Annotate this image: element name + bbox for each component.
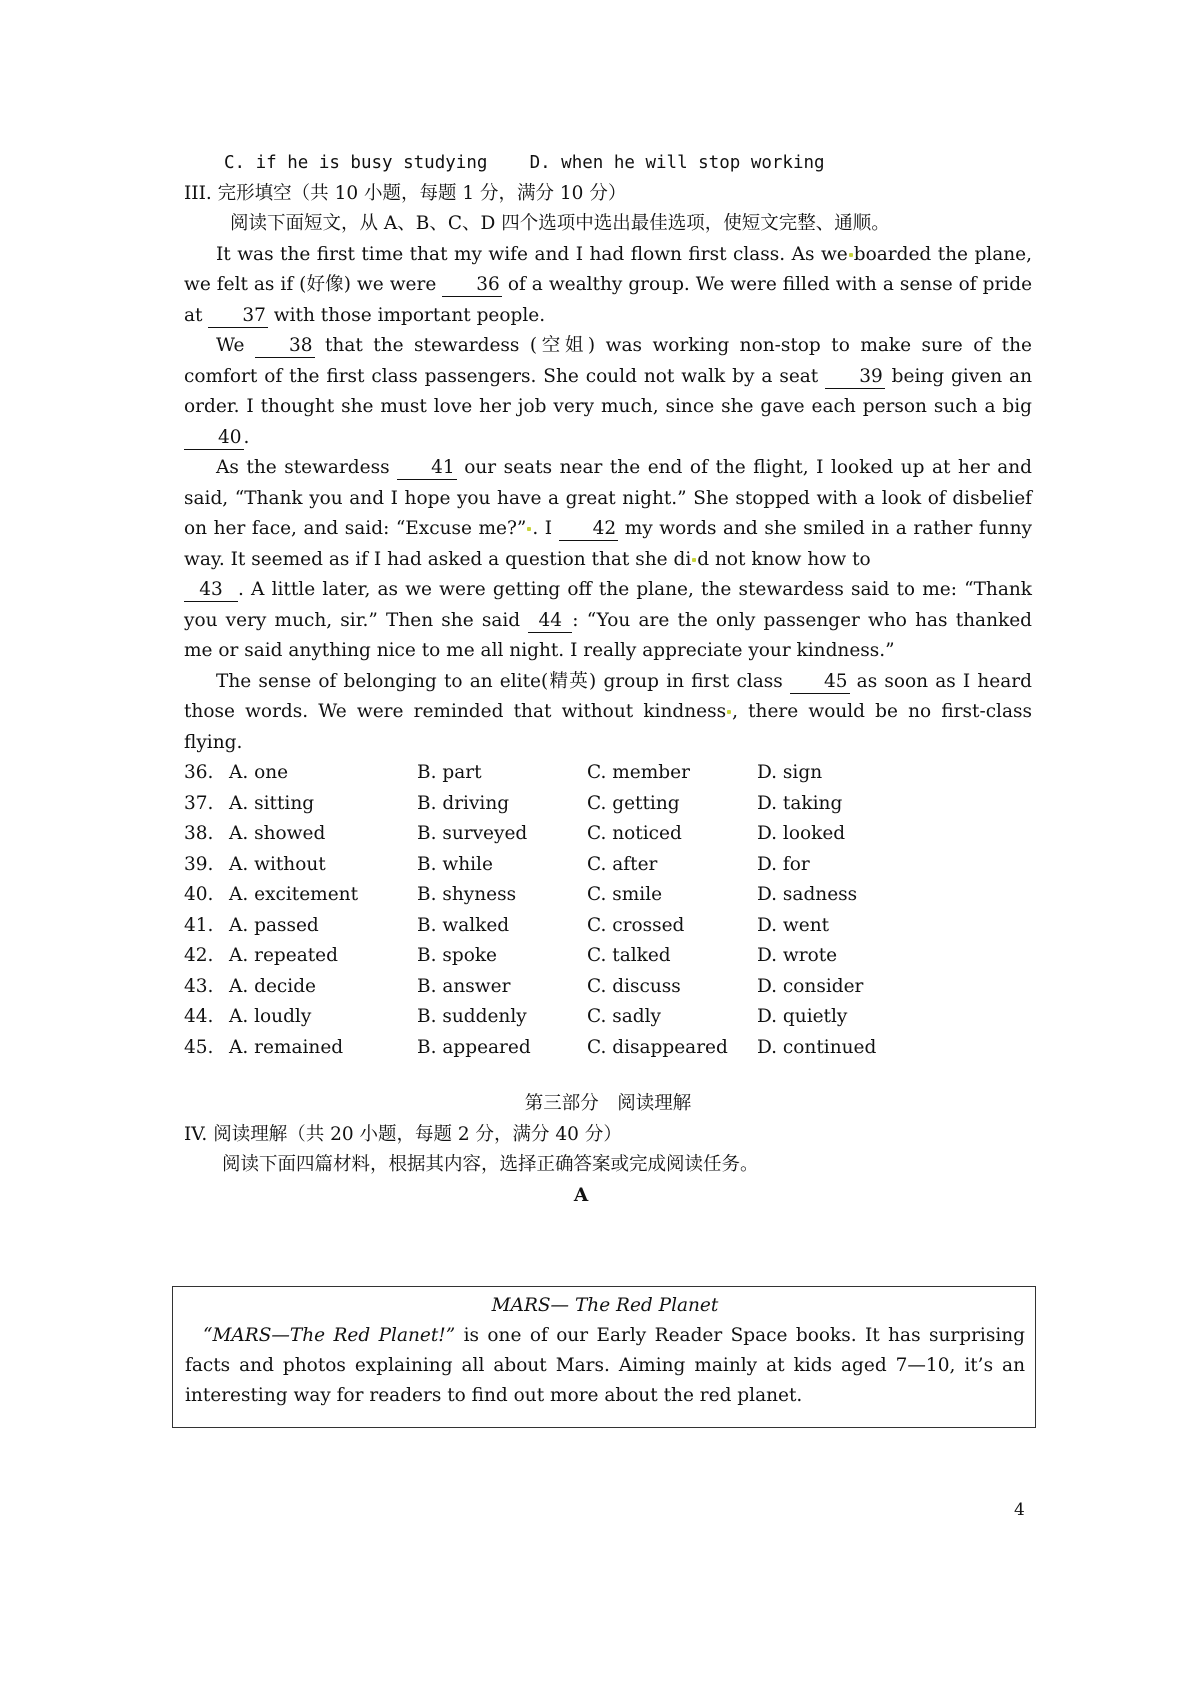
option-a[interactable]: A. repeated (229, 945, 338, 966)
option-row: 37. A. sitting B. driving C. getting D. taking (184, 789, 876, 820)
blank-37[interactable]: 37 (208, 305, 268, 328)
option-a[interactable]: A. excitement (229, 884, 359, 905)
option-b[interactable]: B. part (417, 762, 482, 783)
blank-40[interactable]: 40 (184, 427, 244, 450)
option-d[interactable]: D. consider (757, 975, 864, 997)
option-d[interactable]: D. for (757, 853, 810, 875)
yellow-mark (527, 527, 531, 531)
option-b[interactable]: B. answer (417, 975, 511, 997)
option-c[interactable]: C. disappeared (587, 1036, 728, 1058)
option-a[interactable]: A. without (229, 853, 326, 875)
blank-45[interactable]: 45 (790, 671, 850, 694)
option-row: 42. A. repeated B. spoke C. talked D. wrote (184, 941, 876, 972)
option-c-prev: C. if he is busy studying (224, 153, 488, 173)
option-row: 40. A. excitement B. shyness C. smile D. sadness (184, 880, 876, 911)
passage-a-title: MARS— The Red Planet (491, 1295, 719, 1316)
paragraph-4: 43 . A little later, as we were getting off the plane, the stewardess said to me: “Thank you very much, sir.” Then she said 44 : “You are the only passenger who has thanked me or said anything nice to me all night. I really appreciate your kindness.” (184, 579, 1032, 661)
paragraph-5: The sense of belonging to an elite(精英) group in first class 45 as soon as I heard those words. We were reminded that without kindness , there would be no first-class flying. (184, 670, 1032, 753)
previous-options-line (184, 148, 1032, 179)
option-d[interactable]: D. went (757, 914, 830, 936)
blank-41[interactable]: 41 (397, 457, 457, 480)
option-c[interactable]: C. sadly (587, 1006, 661, 1027)
page-number: 4 (1014, 1500, 1025, 1520)
option-d[interactable]: D. sadness (757, 884, 858, 905)
option-b[interactable]: B. shyness (417, 884, 517, 905)
option-a[interactable]: A. passed (229, 914, 319, 936)
option-a[interactable]: A. decide (229, 975, 316, 997)
passage-label-a: A (573, 1184, 589, 1206)
option-c[interactable]: C. after (587, 853, 658, 875)
part-heading: IV. 阅读理解（共 20 小题，每题 2 分，满分 40 分） (184, 1123, 622, 1145)
part-instruction: 阅读下面四篇材料，根据其内容，选择正确答案或完成阅读任务。 (222, 1154, 759, 1175)
blank-43[interactable]: 43 (184, 579, 238, 602)
option-d[interactable]: D. continued (757, 1036, 877, 1058)
yellow-mark (692, 558, 696, 562)
option-b[interactable]: B. appeared (417, 1036, 531, 1058)
option-row: 36. A. one B. part C. member D. sign (184, 758, 876, 789)
blank-39[interactable]: 39 (825, 366, 885, 389)
blank-36[interactable]: 36 (442, 274, 502, 297)
option-row: 41. A. passed B. walked C. crossed D. went (184, 911, 876, 942)
option-row: 43. A. decide B. answer C. discuss D. consider (184, 972, 876, 1003)
options-table (184, 758, 876, 1063)
option-b[interactable]: B. suddenly (417, 1006, 527, 1027)
document-page (184, 148, 1032, 1211)
option-b[interactable]: B. spoke (417, 945, 497, 966)
passage-a-box (172, 1286, 1036, 1428)
blank-42[interactable]: 42 (559, 518, 619, 541)
option-row: 45. A. remained B. appeared C. disappeared D. continued (184, 1033, 876, 1064)
option-d[interactable]: D. quietly (757, 1006, 848, 1027)
option-a[interactable]: A. one (229, 762, 289, 783)
blank-44[interactable]: 44 (528, 610, 572, 633)
yellow-mark (849, 253, 853, 257)
option-row: 38. A. showed B. surveyed C. noticed D. looked (184, 819, 876, 850)
option-a[interactable]: A. remained (229, 1036, 344, 1058)
option-c[interactable]: C. noticed (587, 823, 682, 844)
blank-38[interactable]: 38 (255, 335, 315, 358)
paragraph-1: It was the first time that my wife and I had flown first class. As we boarded the plane, we felt as if (好像) we were 36 of a wealthy group. We were filled with a sense of pride at 37 with those important people. (184, 243, 1033, 326)
option-a[interactable]: A. showed (229, 823, 326, 844)
option-c[interactable]: C. talked (587, 945, 671, 966)
yellow-mark (727, 710, 731, 714)
option-b[interactable]: B. walked (417, 914, 510, 936)
option-c[interactable]: C. discuss (587, 975, 681, 997)
section-heading: III. 完形填空（共 10 小题，每题 1 分，满分 10 分） (184, 182, 627, 204)
part-title: 第三部分 阅读理解 (524, 1093, 692, 1114)
option-b[interactable]: B. driving (417, 792, 510, 814)
option-d[interactable]: D. wrote (757, 945, 838, 966)
option-a[interactable]: A. sitting (229, 792, 315, 814)
option-c[interactable]: C. member (587, 762, 690, 783)
section-instruction: 阅读下面短文，从 A、B、C、D 四个选项中选出最佳选项，使短文完整、通顺。 (230, 213, 890, 234)
option-a[interactable]: A. loudly (229, 1006, 312, 1027)
passage-a-text: “MARS—The Red Planet!” is one of our Early Reader Space books. It has surprising facts and photos explaining all about Mars. Aiming mainly at kids aged 7—10, it’s an interesting way for readers to find out more about the red planet. (185, 1325, 1025, 1406)
option-row: 39. A. without B. while C. after D. for (184, 850, 876, 881)
option-row: 44. A. loudly B. suddenly C. sadly D. quietly (184, 1002, 876, 1033)
book-title-quote: “MARS—The Red Planet!” (203, 1325, 456, 1346)
option-d-prev: D. when he will stop working (529, 153, 825, 173)
paragraph-3: As the stewardess 41 our seats near the end of the flight, I looked up at her and said, “Thank you and I hope you have a great night.” She stopped with a look of disbelief on her face, and said: “Excuse me?” . I 42 my words and she smiled in a rather funny way. It seemed as if I had asked a question that she di d not know how to (184, 457, 1033, 570)
option-d[interactable]: D. sign (757, 762, 823, 783)
option-c[interactable]: C. getting (587, 792, 680, 814)
option-d[interactable]: D. looked (757, 823, 846, 844)
option-b[interactable]: B. while (417, 853, 493, 875)
option-c[interactable]: C. smile (587, 884, 663, 905)
option-b[interactable]: B. surveyed (417, 823, 528, 844)
option-d[interactable]: D. taking (757, 792, 843, 814)
option-c[interactable]: C. crossed (587, 914, 685, 936)
paragraph-2: We 38 that the stewardess (空姐) was working non-stop to make sure of the comfort of the first class passengers. She could not walk by a seat 39 being given an order. I thought she must love her job very much, since she gave each person such a big 40 . (184, 335, 1033, 448)
